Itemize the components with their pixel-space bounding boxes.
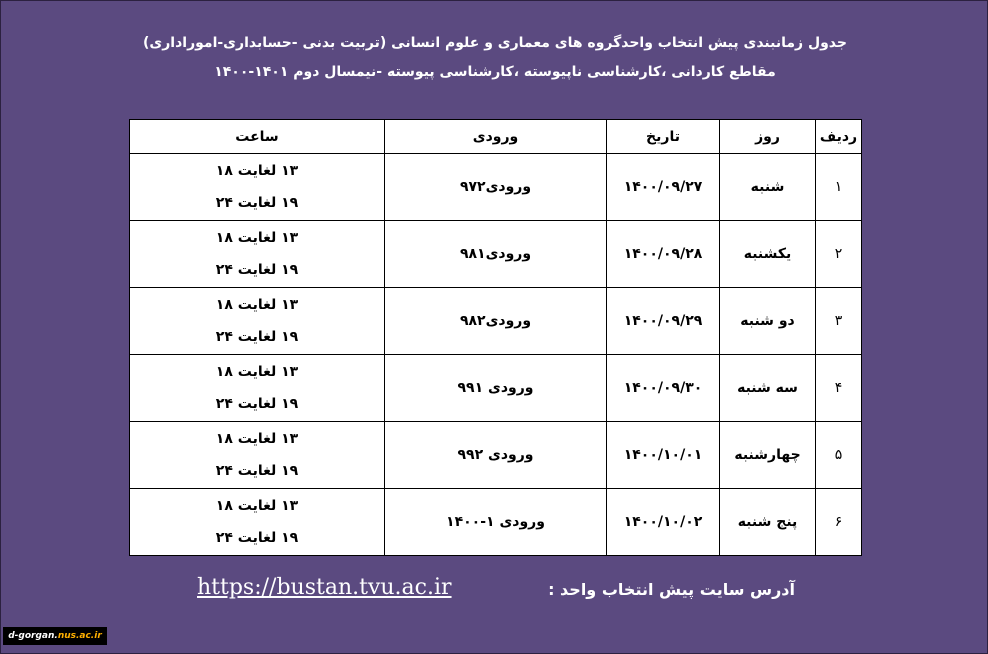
cell-entry: ورودی ۱-۱۴۰۰ — [385, 489, 607, 556]
page-title: جدول زمانبندی پیش انتخاب واحدگروه های معماری و علوم انسانی (تربیت بدنی -حسابداری-اموراداری) — [143, 35, 847, 51]
table-header-row — [130, 120, 862, 154]
cell-day: چهارشنبه — [720, 422, 816, 489]
cell-day: پنج شنبه — [720, 489, 816, 556]
column-header-time: ساعت — [130, 120, 385, 154]
cell-entry: ورودی۹۸۱ — [385, 221, 607, 288]
time-slot-second: ۱۹ لغایت ۲۴ — [215, 329, 299, 345]
watermark-domain: nus.ac.ir — [57, 631, 102, 641]
cell-day: شنبه — [720, 154, 816, 221]
cell-time — [130, 221, 385, 288]
time-slot-second: ۱۹ لغایت ۲۴ — [215, 262, 299, 278]
cell-time — [130, 489, 385, 556]
cell-index: ۴ — [816, 355, 862, 422]
time-slot-first: ۱۳ لغایت ۱۸ — [215, 163, 299, 179]
time-slot-second: ۱۹ لغایت ۲۴ — [215, 530, 299, 546]
cell-index: ۶ — [816, 489, 862, 556]
cell-index: ۲ — [816, 221, 862, 288]
cell-entry: ورودی ۹۹۲ — [385, 422, 607, 489]
cell-date: ۱۴۰۰/۰۹/۲۸ — [607, 221, 720, 288]
table-row — [130, 489, 862, 556]
site-url-link[interactable]: https://bustan.tvu.ac.ir — [197, 575, 452, 600]
column-header-entry: ورودی — [385, 120, 607, 154]
page-subtitle: مقاطع کاردانی ،کارشناسی ناپیوسته ،کارشناسی پیوسته -نیمسال دوم ۱۴۰۱-۱۴۰۰ — [214, 64, 776, 80]
time-slot-first: ۱۳ لغایت ۱۸ — [215, 230, 299, 246]
cell-date: ۱۴۰۰/۰۹/۲۷ — [607, 154, 720, 221]
cell-date: ۱۴۰۰/۰۹/۲۹ — [607, 288, 720, 355]
time-slot-second: ۱۹ لغایت ۲۴ — [215, 463, 299, 479]
cell-day: یکشنبه — [720, 221, 816, 288]
cell-day: دو شنبه — [720, 288, 816, 355]
time-slot-first: ۱۳ لغایت ۱۸ — [215, 431, 299, 447]
cell-entry: ورودی۹۸۲ — [385, 288, 607, 355]
cell-index: ۱ — [816, 154, 862, 221]
watermark-prefix: d-gorgan. — [8, 631, 58, 641]
schedule-table — [129, 119, 862, 556]
cell-day: سه شنبه — [720, 355, 816, 422]
table-row — [130, 422, 862, 489]
column-header-date: تاریخ — [607, 120, 720, 154]
cell-entry: ورودی ۹۹۱ — [385, 355, 607, 422]
table-row — [130, 355, 862, 422]
site-watermark — [3, 627, 107, 645]
cell-date: ۱۴۰۰/۱۰/۰۲ — [607, 489, 720, 556]
cell-time — [130, 154, 385, 221]
column-header-day: روز — [720, 120, 816, 154]
cell-time — [130, 422, 385, 489]
time-slot-first: ۱۳ لغایت ۱۸ — [215, 297, 299, 313]
cell-entry: ورودی۹۷۲ — [385, 154, 607, 221]
cell-date: ۱۴۰۰/۱۰/۰۱ — [607, 422, 720, 489]
cell-index: ۵ — [816, 422, 862, 489]
table-row — [130, 221, 862, 288]
time-slot-second: ۱۹ لغایت ۲۴ — [215, 396, 299, 412]
cell-index: ۳ — [816, 288, 862, 355]
time-slot-first: ۱۳ لغایت ۱۸ — [215, 364, 299, 380]
time-slot-first: ۱۳ لغایت ۱۸ — [215, 498, 299, 514]
cell-date: ۱۴۰۰/۰۹/۳۰ — [607, 355, 720, 422]
column-header-index: ردیف — [816, 120, 862, 154]
cell-time — [130, 355, 385, 422]
table-row — [130, 154, 862, 221]
cell-time — [130, 288, 385, 355]
site-address-label: آدرس سایت پیش انتخاب واحد : — [548, 580, 795, 599]
table-row — [130, 288, 862, 355]
time-slot-second: ۱۹ لغایت ۲۴ — [215, 195, 299, 211]
